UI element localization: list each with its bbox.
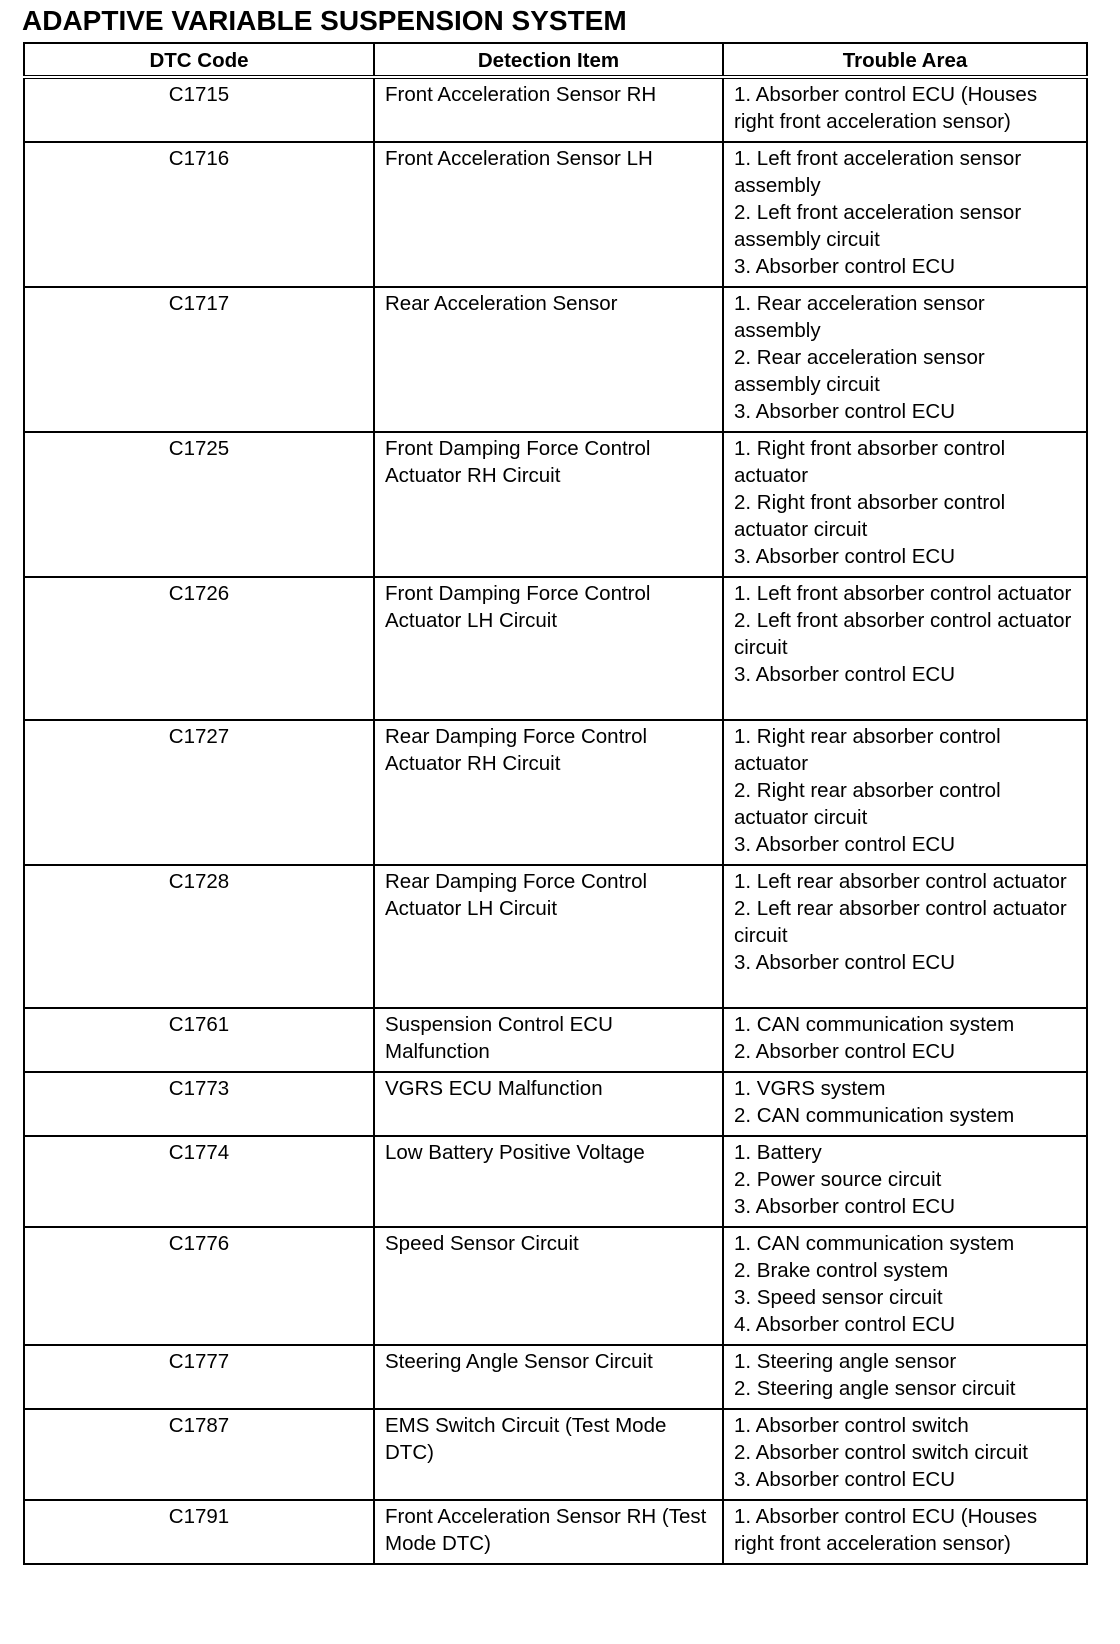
trouble-area-cell (723, 1136, 1087, 1227)
trouble-area-line: 2. Absorber control switch circuit (734, 1441, 1028, 1464)
trouble-area-line: 1. Absorber control switch (734, 1414, 969, 1437)
detection-item-cell: VGRS ECU Malfunction (374, 1072, 723, 1136)
detection-item-cell: Front Acceleration Sensor LH (374, 142, 723, 287)
trouble-area-line: 2. Steering angle sensor circuit (734, 1377, 1016, 1400)
dtc-code-cell: C1787 (24, 1409, 374, 1500)
dtc-code-cell: C1728 (24, 865, 374, 1008)
dtc-code-cell: C1774 (24, 1136, 374, 1227)
trouble-area-cell (723, 720, 1087, 865)
trouble-area-cell (723, 77, 1087, 142)
trouble-area-line: 2. Absorber control ECU (734, 1040, 956, 1063)
trouble-area-line: 1. Left front acceleration sensor assembly (734, 147, 1022, 197)
dtc-code-cell: C1727 (24, 720, 374, 865)
trouble-area-line: 1. CAN communication system (734, 1232, 1015, 1255)
table-row (24, 1409, 1087, 1500)
trouble-area-cell (723, 577, 1087, 720)
trouble-area-line: 2. Power source circuit (734, 1168, 942, 1191)
trouble-area-line: 2. CAN communication system (734, 1104, 1015, 1127)
trouble-area-line: 1. VGRS system (734, 1077, 886, 1100)
trouble-area-line: 2. Right front absorber control actuator circuit (734, 491, 1006, 541)
trouble-area-line: 1. Battery (734, 1141, 822, 1164)
header-detection-item: Detection Item (374, 43, 723, 77)
dtc-code-cell: C1791 (24, 1500, 374, 1564)
trouble-area-line: 1. CAN communication system (734, 1013, 1015, 1036)
dtc-code-cell: C1773 (24, 1072, 374, 1136)
trouble-area-line: 2. Brake control system (734, 1259, 949, 1282)
table-row (24, 1345, 1087, 1409)
table-header-row (24, 43, 1087, 77)
trouble-area-line: 3. Absorber control ECU (734, 951, 956, 974)
trouble-area-line: 2. Right rear absorber control actuator circuit (734, 779, 1001, 829)
dtc-code-cell: C1716 (24, 142, 374, 287)
trouble-area-cell (723, 1500, 1087, 1564)
trouble-area-cell (723, 1409, 1087, 1500)
trouble-area-line: 3. Absorber control ECU (734, 833, 956, 856)
detection-item-cell: Rear Damping Force Control Actuator LH Circuit (374, 865, 723, 1008)
trouble-area-line: 1. Right front absorber control actuator (734, 437, 1006, 487)
trouble-area-cell (723, 1072, 1087, 1136)
trouble-area-line: 4. Absorber control ECU (734, 1313, 956, 1336)
detection-item-cell: Rear Damping Force Control Actuator RH Circuit (374, 720, 723, 865)
trouble-area-line: 2. Left front absorber control actuator circuit (734, 609, 1072, 659)
trouble-area-cell (723, 1227, 1087, 1345)
trouble-area-line: 3. Speed sensor circuit (734, 1286, 943, 1309)
detection-item-cell: Front Damping Force Control Actuator RH Circuit (374, 432, 723, 577)
detection-item-cell: Low Battery Positive Voltage (374, 1136, 723, 1227)
trouble-area-line: 1. Absorber control ECU (Houses right front acceleration sensor) (734, 83, 1038, 133)
table-body (24, 77, 1087, 1564)
detection-item-cell: EMS Switch Circuit (Test Mode DTC) (374, 1409, 723, 1500)
trouble-area-cell (723, 287, 1087, 432)
detection-item-cell: Rear Acceleration Sensor (374, 287, 723, 432)
table-row (24, 1008, 1087, 1072)
table-row (24, 287, 1087, 432)
table-row (24, 1500, 1087, 1564)
trouble-area-cell (723, 1008, 1087, 1072)
trouble-area-cell (723, 1345, 1087, 1409)
detection-item-cell: Speed Sensor Circuit (374, 1227, 723, 1345)
table-row (24, 865, 1087, 1008)
trouble-area-line: 2. Rear acceleration sensor assembly circuit (734, 346, 985, 396)
trouble-area-line: 1. Absorber control ECU (Houses right front acceleration sensor) (734, 1505, 1038, 1555)
dtc-code-cell: C1776 (24, 1227, 374, 1345)
table-row (24, 1227, 1087, 1345)
detection-item-cell: Front Damping Force Control Actuator LH Circuit (374, 577, 723, 720)
trouble-area-line: 3. Absorber control ECU (734, 1195, 956, 1218)
trouble-area-line: 1. Left front absorber control actuator (734, 582, 1072, 605)
trouble-area-cell (723, 865, 1087, 1008)
trouble-area-line: 3. Absorber control ECU (734, 545, 956, 568)
trouble-area-line: 2. Left front acceleration sensor assembly circuit (734, 201, 1022, 251)
table-row (24, 1072, 1087, 1136)
header-trouble-area: Trouble Area (723, 43, 1087, 77)
table-row (24, 577, 1087, 720)
trouble-area-line: 1. Right rear absorber control actuator (734, 725, 1001, 775)
trouble-area-line: 1. Rear acceleration sensor assembly (734, 292, 985, 342)
trouble-area-cell (723, 432, 1087, 577)
dtc-table (23, 42, 1088, 1565)
detection-item-cell: Steering Angle Sensor Circuit (374, 1345, 723, 1409)
dtc-code-cell: C1761 (24, 1008, 374, 1072)
trouble-area-line: 3. Absorber control ECU (734, 255, 956, 278)
table-row (24, 1136, 1087, 1227)
dtc-code-cell: C1725 (24, 432, 374, 577)
trouble-area-line: 3. Absorber control ECU (734, 1468, 956, 1491)
dtc-code-cell: C1715 (24, 77, 374, 142)
header-dtc-code: DTC Code (24, 43, 374, 77)
trouble-area-line: 1. Left rear absorber control actuator (734, 870, 1067, 893)
dtc-code-cell: C1717 (24, 287, 374, 432)
detection-item-cell: Front Acceleration Sensor RH (374, 77, 723, 142)
trouble-area-line: 3. Absorber control ECU (734, 400, 956, 423)
table-row (24, 432, 1087, 577)
table-row (24, 77, 1087, 142)
table-row (24, 720, 1087, 865)
dtc-code-cell: C1726 (24, 577, 374, 720)
trouble-area-cell (723, 142, 1087, 287)
table-row (24, 142, 1087, 287)
trouble-area-line: 3. Absorber control ECU (734, 663, 956, 686)
detection-item-cell: Front Acceleration Sensor RH (Test Mode DTC) (374, 1500, 723, 1564)
dtc-code-cell: C1777 (24, 1345, 374, 1409)
trouble-area-line: 1. Steering angle sensor (734, 1350, 957, 1373)
trouble-area-line: 2. Left rear absorber control actuator circuit (734, 897, 1067, 947)
page-title: ADAPTIVE VARIABLE SUSPENSION SYSTEM (22, 5, 627, 36)
detection-item-cell: Suspension Control ECU Malfunction (374, 1008, 723, 1072)
